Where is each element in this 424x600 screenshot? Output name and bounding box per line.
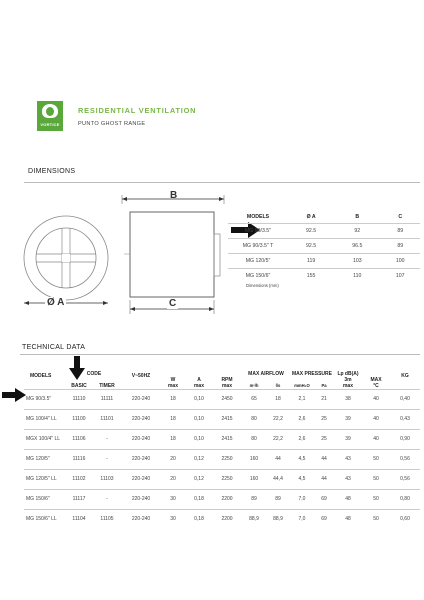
table-row	[228, 269, 420, 284]
table-cell: 220-240	[122, 449, 160, 469]
table-cell: 69	[314, 489, 334, 509]
table-cell: 69	[314, 509, 334, 529]
table-cell: MGX 100/4" LL	[24, 429, 66, 449]
table-cell: 2415	[212, 409, 242, 429]
table-cell: 220-240	[122, 509, 160, 529]
table-cell: -	[92, 429, 122, 449]
table-cell: 0,80	[390, 489, 420, 509]
table-cell: 44,4	[266, 469, 290, 489]
table-cell: 7,0	[290, 509, 314, 529]
table-cell: 0,10	[186, 409, 212, 429]
table-cell: 0,56	[390, 449, 420, 469]
table-cell: 2200	[212, 489, 242, 509]
table-cell: 50	[362, 469, 390, 489]
table-cell: 107	[380, 269, 420, 284]
table-cell: 40	[362, 429, 390, 449]
table-cell: 50	[362, 509, 390, 529]
table-row	[228, 254, 420, 269]
table-cell: 220-240	[122, 409, 160, 429]
table-cell: 44	[266, 449, 290, 469]
table-cell: 92.5	[288, 224, 334, 239]
table-cell: 11103	[92, 469, 122, 489]
table-cell: 20	[160, 449, 186, 469]
table-cell: 92	[334, 224, 380, 239]
table-cell: MG 150/6"	[24, 489, 66, 509]
table-cell: 11100	[66, 409, 92, 429]
table-cell: 50	[362, 489, 390, 509]
table-cell: 119	[288, 254, 334, 269]
column-header-models: MODELS	[30, 373, 52, 380]
table-cell: 0,60	[390, 509, 420, 529]
table-cell: 39	[334, 429, 362, 449]
table-cell: MG 150/6"	[228, 269, 288, 284]
table-cell: 65	[242, 389, 266, 409]
table-cell: 89	[266, 489, 290, 509]
table-cell: 4,5	[290, 469, 314, 489]
table-cell: 2200	[212, 509, 242, 529]
column-header-mmh2o: mmH₂O	[294, 382, 310, 388]
table-cell: 155	[288, 269, 334, 284]
column-header-timer: TIMER	[99, 382, 115, 389]
table-cell: 110	[334, 269, 380, 284]
table-cell: 0,56	[390, 469, 420, 489]
table-cell: 80	[242, 429, 266, 449]
table-cell: 30	[160, 489, 186, 509]
table-cell: 40	[362, 409, 390, 429]
dimension-label-a: Ø A	[47, 297, 65, 308]
table-cell: 88,9	[242, 509, 266, 529]
table-cell: 44	[314, 449, 334, 469]
technical-table-body	[24, 389, 420, 529]
column-header-kg: KG	[401, 373, 409, 380]
table-cell: 2415	[212, 429, 242, 449]
table-row	[24, 509, 420, 529]
dimension-label-b: B	[170, 190, 178, 201]
leaf-center-icon	[46, 107, 54, 116]
table-cell: -	[92, 449, 122, 469]
table-cell: MG 120/5" LL	[24, 469, 66, 489]
table-cell: 220-240	[122, 389, 160, 409]
table-cell: 48	[334, 509, 362, 529]
table-cell: 11105	[92, 509, 122, 529]
table-cell: 220-240	[122, 489, 160, 509]
table-cell: 2450	[212, 389, 242, 409]
page-title: RESIDENTIAL VENTILATION	[78, 106, 197, 115]
table-row	[228, 239, 420, 254]
technical-section-title: TECHNICAL DATA	[22, 344, 86, 351]
table-cell: 11116	[66, 449, 92, 469]
dimensions-note: Dimensions (mm)	[246, 283, 279, 288]
table-cell: 50	[362, 449, 390, 469]
table-cell: 0,90	[390, 429, 420, 449]
table-cell: 39	[334, 409, 362, 429]
table-cell: 40	[362, 389, 390, 409]
table-cell: 2,1	[290, 389, 314, 409]
column-header-airflow: MAX AIRFLOW	[248, 371, 284, 377]
table-cell: 0,10	[186, 429, 212, 449]
fan-front-view-drawing	[18, 205, 118, 315]
dimension-label-c: C	[169, 298, 177, 309]
table-cell: 80	[242, 409, 266, 429]
table-cell: 89	[380, 239, 420, 254]
table-cell: 11101	[92, 409, 122, 429]
column-header-rpm: RPM max	[221, 376, 233, 389]
table-cell: 0,18	[186, 509, 212, 529]
table-cell: 25	[314, 409, 334, 429]
table-row	[24, 469, 420, 489]
page-subtitle: PUNTO GHOST RANGE	[78, 121, 146, 127]
table-cell: MG 90/3.5"	[228, 224, 288, 239]
table-cell: 4,5	[290, 449, 314, 469]
table-cell: 18	[160, 389, 186, 409]
table-row	[228, 224, 420, 239]
table-cell: 48	[334, 489, 362, 509]
table-row	[24, 429, 420, 449]
table-cell: 18	[160, 429, 186, 449]
table-row	[24, 489, 420, 509]
table-cell: MG 100/4" LL	[24, 409, 66, 429]
table-cell: 2250	[212, 469, 242, 489]
vortice-logo	[37, 101, 63, 131]
dimensions-divider	[24, 182, 420, 183]
column-header: C	[398, 213, 403, 220]
column-header-lp: Lp dB(A) 3m max	[337, 370, 359, 389]
table-cell: 220-240	[122, 469, 160, 489]
table-cell: 88,9	[266, 509, 290, 529]
table-cell: 22,2	[266, 409, 290, 429]
table-cell: 0,18	[186, 489, 212, 509]
table-cell: 89	[242, 489, 266, 509]
table-header-row	[24, 364, 420, 377]
table-cell: 103	[334, 254, 380, 269]
table-cell: 89	[380, 224, 420, 239]
logo-text: VORTICE	[40, 122, 60, 127]
table-row	[24, 449, 420, 469]
table-cell: 220-240	[122, 429, 160, 449]
table-cell: 25	[314, 429, 334, 449]
table-cell: MG 90/3.5" T	[228, 239, 288, 254]
table-cell: MG 150/6" LL	[24, 509, 66, 529]
table-cell: 43	[334, 469, 362, 489]
table-cell: 160	[242, 469, 266, 489]
table-cell: 18	[266, 389, 290, 409]
column-header-basic: BASIC	[71, 382, 87, 389]
table-cell: 44	[314, 469, 334, 489]
table-cell: 0,10	[186, 389, 212, 409]
column-header-w: W max	[167, 376, 178, 389]
column-header-pressure: MAX PRESSURE	[291, 371, 332, 377]
column-header: Ø A	[306, 213, 316, 220]
table-cell: 2250	[212, 449, 242, 469]
table-cell: 0,43	[390, 409, 420, 429]
column-header-m3h: m³/h	[249, 382, 259, 388]
table-row	[24, 409, 420, 429]
dimensions-section-title: DIMENSIONS	[28, 168, 76, 175]
table-cell: MG 90/3.5"	[24, 389, 66, 409]
column-header: MODELS	[246, 213, 270, 220]
table-cell: 22,2	[266, 429, 290, 449]
table-cell: 30	[160, 509, 186, 529]
table-cell: 21	[314, 389, 334, 409]
table-cell: 11111	[92, 389, 122, 409]
table-cell: 11102	[66, 469, 92, 489]
column-header-ls: l/s	[275, 382, 281, 388]
column-header-code: CODE	[86, 371, 102, 377]
technical-divider	[20, 354, 420, 355]
column-header-pa: Pa	[321, 382, 327, 388]
table-cell: 0,40	[390, 389, 420, 409]
column-header-temp: MAX °C	[370, 376, 382, 389]
table-cell: 11104	[66, 509, 92, 529]
table-cell: 43	[334, 449, 362, 469]
table-cell: MG 120/5"	[24, 449, 66, 469]
table-cell: 0,12	[186, 449, 212, 469]
table-cell: 18	[160, 409, 186, 429]
table-cell: 0,12	[186, 469, 212, 489]
table-header-row	[228, 210, 420, 224]
table-cell: 20	[160, 469, 186, 489]
table-cell: MG 120/5"	[228, 254, 288, 269]
table-cell: 38	[334, 389, 362, 409]
table-cell: 11117	[66, 489, 92, 509]
table-cell: 11110	[66, 389, 92, 409]
column-header-a: A max	[193, 376, 204, 389]
technical-data-table	[24, 364, 420, 529]
table-cell: 11106	[66, 429, 92, 449]
table-cell: 96.5	[334, 239, 380, 254]
column-header-voltage: V~50HZ	[131, 373, 151, 380]
table-cell: -	[92, 489, 122, 509]
dimensions-table	[228, 210, 420, 283]
table-cell: 2,6	[290, 429, 314, 449]
table-cell: 92.5	[288, 239, 334, 254]
table-cell: 7,0	[290, 489, 314, 509]
arrow-right-icon	[2, 388, 26, 402]
table-cell: 100	[380, 254, 420, 269]
column-header: B	[355, 213, 360, 220]
table-row	[24, 389, 420, 409]
table-cell: 160	[242, 449, 266, 469]
table-cell: 2,6	[290, 409, 314, 429]
